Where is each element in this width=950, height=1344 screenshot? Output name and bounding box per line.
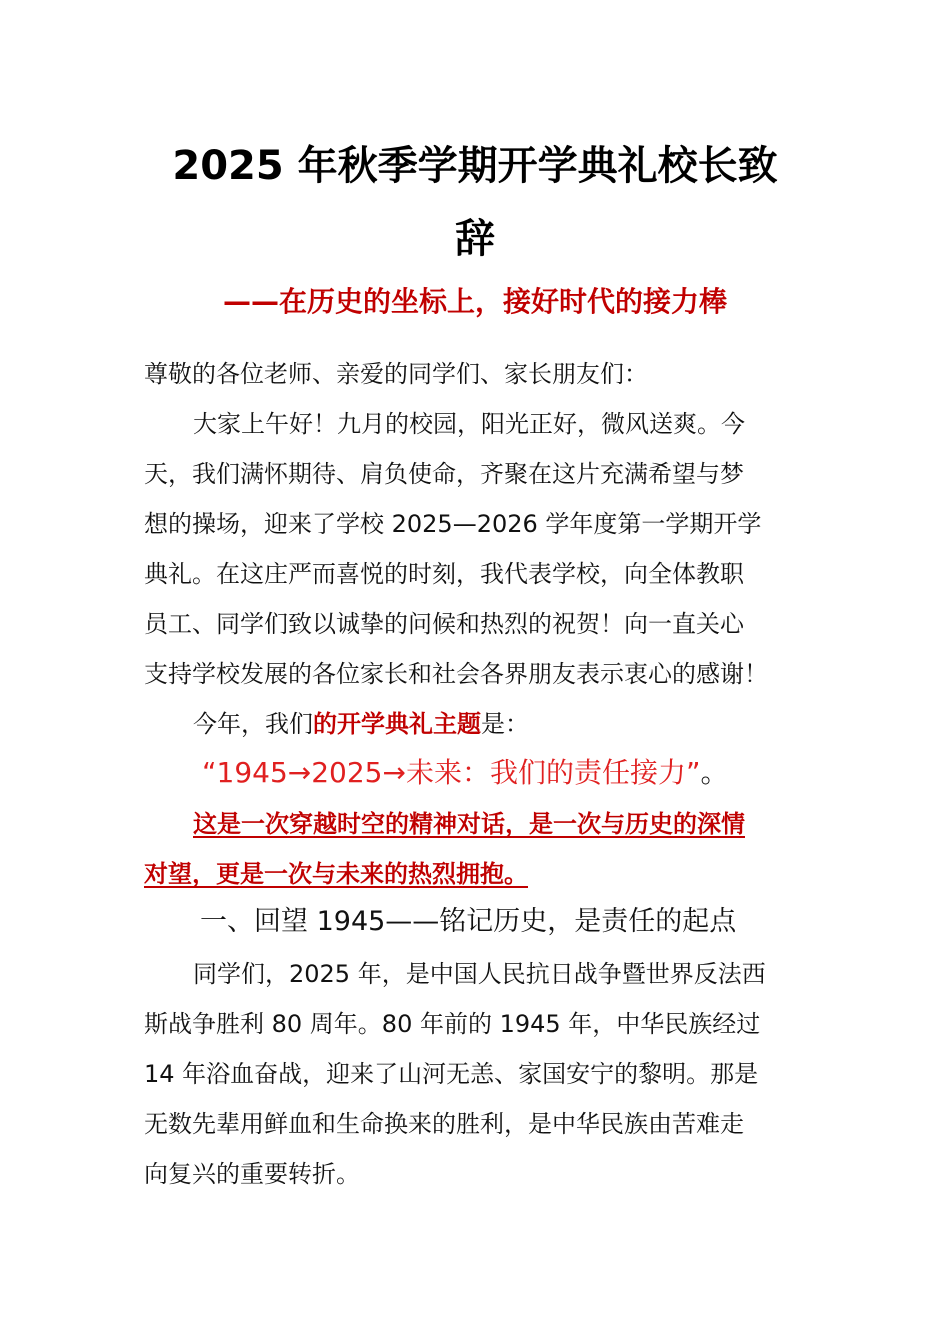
para3-line-3: 14 年浴血奋战，迎来了山河无恙、家国安宁的黎明。那是 <box>144 1060 759 1088</box>
para1-line-2: 天，我们满怀期待、肩负使命，齐聚在这片充满希望与梦 <box>144 460 744 488</box>
para1-line-1: 大家上午好！九月的校园，阳光正好，微风送爽。今 <box>193 410 745 438</box>
emphasis-text-1: 这是一次穿越时空的精神对话，是一次与历史的深情 <box>193 810 745 838</box>
para1-line-6: 支持学校发展的各位家长和社会各界朋友表示衷心的感谢！ <box>144 660 768 688</box>
theme-period: 。 <box>700 756 729 789</box>
emphasis-text-2: 对望，更是一次与未来的热烈拥抱。 <box>144 860 528 888</box>
section-heading-1: 一、回望 1945——铭记历史，是责任的起点 <box>200 906 737 937</box>
emphasis-line-2 <box>144 858 814 890</box>
para3-line-1: 同学们，2025 年，是中国人民抗日战争暨世界反法西 <box>193 960 766 988</box>
para2-highlight: 的开学典礼主题 <box>313 710 481 738</box>
para3-line-4: 无数先辈用鲜血和生命换来的胜利，是中华民族由苦难走 <box>144 1110 744 1138</box>
para2-suffix: 是： <box>481 710 529 738</box>
para3-line-5: 向复兴的重要转折。 <box>144 1160 360 1188</box>
para3-line-2: 斯战争胜利 80 周年。80 年前的 1945 年，中华民族经过 <box>144 1010 761 1038</box>
para1-line-4: 典礼。在这庄严而喜悦的时刻，我代表学校，向全体教职 <box>144 560 744 588</box>
document-title-line-2: 辞 <box>455 216 495 262</box>
theme-statement <box>202 753 728 793</box>
para1-line-3: 想的操场，迎来了学校 2025—2026 学年度第一学期开学 <box>144 510 762 538</box>
document-title-line-1: 2025 年秋季学期开学典礼校长致 <box>172 143 778 189</box>
para1-line-5: 员工、同学们致以诚挚的问候和热烈的祝贺！向一直关心 <box>144 610 744 638</box>
document-subtitle: ——在历史的坐标上，接好时代的接力棒 <box>222 285 727 318</box>
para2-prefix: 今年，我们 <box>193 710 313 738</box>
emphasis-line-1 <box>193 808 863 840</box>
salutation: 尊敬的各位老师、亲爱的同学们、家长朋友们： <box>144 360 648 388</box>
para2-theme-intro <box>193 708 863 740</box>
theme-text: “1945→2025→未来：我们的责任接力” <box>202 756 701 789</box>
